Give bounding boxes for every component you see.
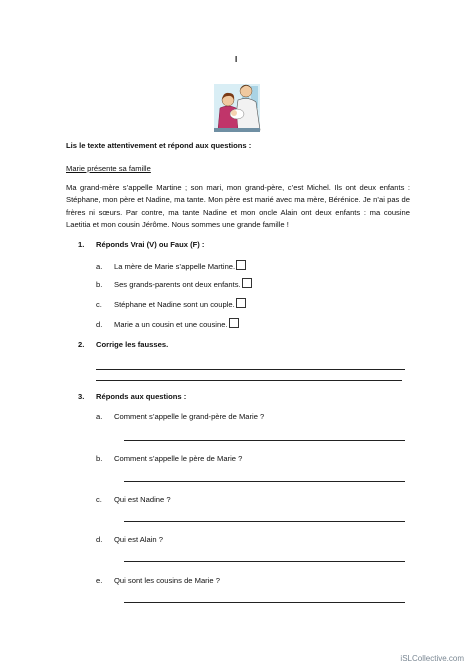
item-letter: a.	[96, 262, 103, 271]
item-letter: b.	[96, 454, 103, 463]
answer-line[interactable]	[124, 481, 405, 482]
item-statement: Marie a un cousin et une cousine.	[114, 320, 228, 329]
answer-line[interactable]	[96, 380, 402, 381]
question-item	[96, 535, 163, 544]
item-letter: c.	[96, 495, 102, 504]
question-text: Comment s’appelle le père de Marie ?	[114, 454, 243, 463]
item-letter: e.	[96, 576, 103, 585]
section3-heading	[78, 392, 186, 401]
item-letter: c.	[96, 300, 102, 309]
answer-checkbox[interactable]	[236, 298, 246, 308]
section3-title: Réponds aux questions :	[96, 392, 187, 401]
question-item	[96, 412, 264, 421]
answer-line[interactable]	[96, 369, 405, 370]
answer-checkbox[interactable]	[229, 318, 239, 328]
item-statement: La mère de Marie s’appelle Martine.	[114, 262, 236, 271]
question-text: Comment s’appelle le grand-père de Marie ?	[114, 412, 265, 421]
family-illustration	[214, 78, 264, 132]
answer-line[interactable]	[124, 602, 405, 603]
answer-checkbox[interactable]	[242, 278, 252, 288]
answer-line[interactable]	[124, 521, 405, 522]
section3-number: 3.	[78, 392, 85, 401]
text-title: Marie présente sa famille	[66, 164, 151, 173]
answer-checkbox[interactable]	[236, 260, 246, 270]
answer-line[interactable]	[124, 561, 405, 562]
true-false-item	[96, 260, 246, 271]
question-item	[96, 495, 171, 504]
item-letter: b.	[96, 280, 103, 289]
reading-text: Ma grand-mère s’appelle Martine ; son mari, mon grand-père, c’est Michel. Ils ont deux enfants : Stéphane, mon père et Nadine, ma tante. Mon père est marié avec ma mère, Bérénice. Je n’ai pas de frères ni sœurs. Par contre, ma tante Nadine et mon oncle Alain ont deux enfants : ma cousine Laetitia et mon cousin Jérôme. Nous sommes une grande famille !	[66, 183, 410, 230]
question-text: Qui sont les cousins de Marie ?	[114, 576, 220, 585]
true-false-item	[96, 278, 252, 289]
item-statement: Ses grands-parents ont deux enfants.	[114, 280, 241, 289]
item-letter: d.	[96, 535, 103, 544]
section2-number: 2.	[78, 340, 85, 349]
question-item	[96, 576, 220, 585]
section2-title: Corrige les fausses.	[96, 340, 169, 349]
item-letter: a.	[96, 412, 103, 421]
question-text: Qui est Alain ?	[114, 535, 163, 544]
item-letter: d.	[96, 320, 103, 329]
family-clipart-icon	[214, 78, 264, 132]
section1-title: Réponds Vrai (V) ou Faux (F) :	[96, 240, 205, 249]
true-false-item	[96, 298, 246, 309]
answer-line[interactable]	[124, 440, 405, 441]
true-false-item	[96, 318, 239, 329]
section1-heading	[78, 240, 204, 249]
section1-number: 1.	[78, 240, 85, 249]
instructions-heading: Lis le texte attentivement et répond aux questions :	[66, 141, 252, 150]
question-text: Qui est Nadine ?	[114, 495, 171, 504]
footer-watermark[interactable]: iSLCollective.com	[400, 654, 464, 663]
question-item	[96, 454, 242, 463]
page-marker: I	[235, 55, 238, 64]
section2-heading	[78, 340, 168, 349]
item-statement: Stéphane et Nadine sont un couple.	[114, 300, 235, 309]
